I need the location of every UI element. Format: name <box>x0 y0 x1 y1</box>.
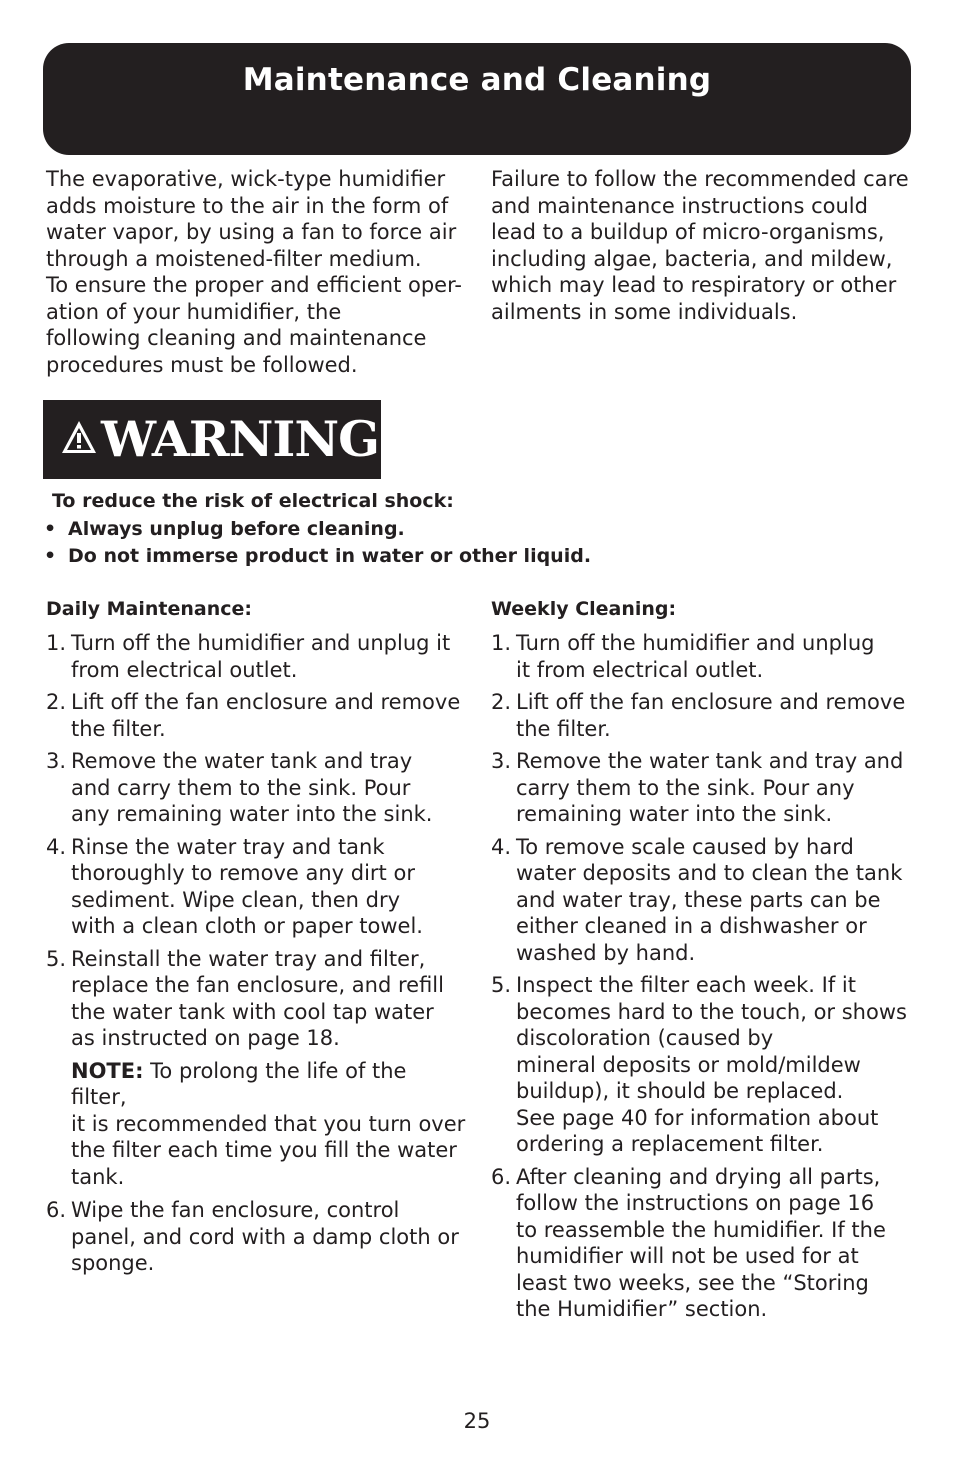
warning-triangle-icon <box>60 419 98 455</box>
weekly-cleaning-section <box>491 596 916 1329</box>
note-label: NOTE: <box>71 1058 144 1083</box>
list-item: 6. After cleaning and drying all parts, follow the instructions on page 16 to reassemble the humidifier. If the humidifier will not be used for at least two weeks, see the “Storing the Humidifier” section. <box>491 1164 886 1321</box>
list-item: 2. Lift off the fan enclosure and remove the filter. <box>46 690 461 741</box>
intro-left-text: The evaporative, wick-type humidifier adds moisture to the air in the form of water vapor, by using a fan to force air through a moistened-filter medium. To ensure the proper and efficient oper- ation of your humidifier, the following cleaning and maintenance procedures must be followed. <box>46 167 462 377</box>
warning-lead: To reduce the risk of electrical shock: <box>52 490 454 512</box>
section-header <box>43 43 911 155</box>
warning-bullet-text: Always unplug before cleaning. <box>68 517 405 540</box>
note-text: To prolong the life of the filter, it is recommended that you turn over the filter each time you fill the water tank. <box>71 1058 466 1189</box>
list-item: 4. To remove scale caused by hard water deposits and to clean the tank and water tray, these parts can be either cleaned in a dishwasher or washed by hand. <box>491 834 903 965</box>
list-item: 3. Remove the water tank and tray and carry them to the sink. Pour any remaining water into the sink. <box>46 749 433 826</box>
intro-right-text: Failure to follow the recommended care and maintenance instructions could lead to a buildup of micro-organisms, including algae, bacteria, and mildew, which may lead to respiratory or other ailments in some individuals. <box>491 167 909 324</box>
list-item: 2. Lift off the fan enclosure and remove the filter. <box>491 690 906 741</box>
page-number: 25 <box>463 1409 491 1433</box>
warning-bullet: • Do not immerse product in water or other liquid. <box>44 543 591 571</box>
list-item: 3. Remove the water tank and tray and carry them to the sink. Pour any remaining water into the sink. <box>491 749 904 826</box>
list-item: 6. Wipe the fan enclosure, control panel, and cord with a damp cloth or sponge. <box>46 1198 459 1275</box>
list-item: 5. Reinstall the water tray and filter, replace the fan enclosure, and refill the water tank with cool tap water as instructed on page 18. <box>46 946 444 1050</box>
list-item: 1. Turn off the humidifier and unplug it from electrical outlet. <box>491 631 875 682</box>
intro-right <box>491 166 916 325</box>
warning-label: WARNING <box>101 410 379 468</box>
daily-maintenance-heading: Daily Maintenance: <box>46 598 252 620</box>
note <box>71 1058 466 1191</box>
page-title: Maintenance and Cleaning <box>242 62 712 98</box>
list-item: 5. Inspect the filter each week. If it becomes hard to the touch, or shows discoloration (caused by mineral deposits or mold/mildew buildup), it should be replaced. See page 40 for information about ordering a replacement filter. <box>491 973 907 1156</box>
weekly-cleaning-heading: Weekly Cleaning: <box>491 598 677 620</box>
list-item: 1. Turn off the humidifier and unplug it from electrical outlet. <box>46 631 451 682</box>
warning-bullet: • Always unplug before cleaning. <box>44 516 591 544</box>
intro-left <box>46 166 466 378</box>
warning-bullet-text: Do not immerse product in water or other liquid. <box>68 545 592 567</box>
daily-maintenance-section <box>46 596 466 1283</box>
warning-list <box>44 488 591 571</box>
list-item: 4. Rinse the water tray and tank thoroughly to remove any dirt or sediment. Wipe clean, then dry with a clean cloth or paper towel. <box>46 834 423 938</box>
warning-banner <box>43 400 381 479</box>
